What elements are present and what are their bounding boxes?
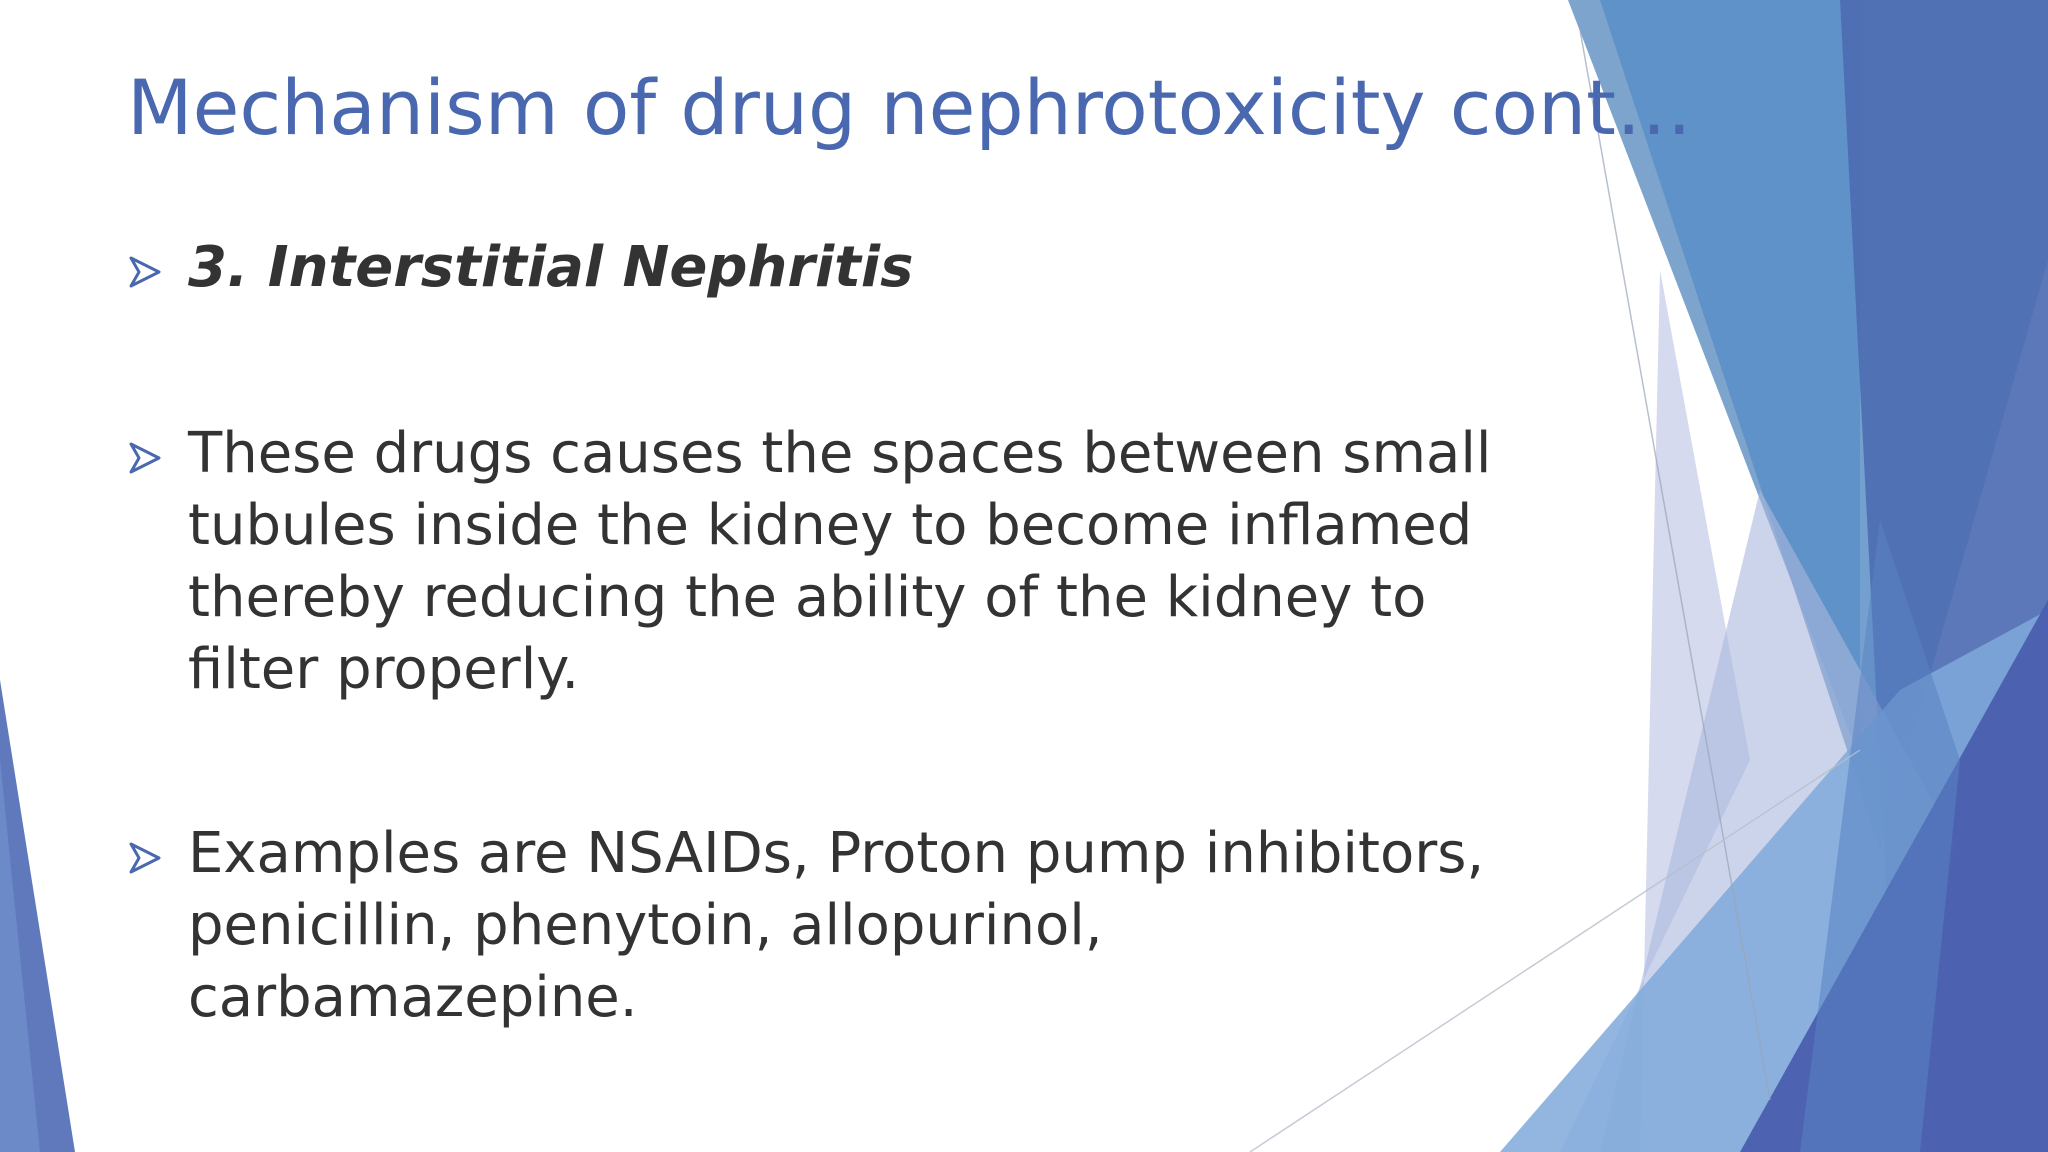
bullet-item [127,232,1567,304]
bullet-item [127,818,1567,1034]
arrowhead-bullet-icon [127,254,163,290]
bullet-text-examples: Examples are NSAIDs, Proton pump inhibitors, penicillin, phenytoin, allopurinol, carbamazepine. [188,821,1485,1030]
arrowhead-bullet-icon [127,840,163,876]
bullet-item [127,418,1567,706]
bullet-text-mechanism: These drugs causes the spaces between small tubules inside the kidney to become inflamed thereby reducing the ability of the kidney to filter properly. [188,421,1492,702]
arrowhead-bullet-icon [127,440,163,476]
bullet-heading-interstitial-nephritis: 3. Interstitial Nephritis [188,235,914,300]
slide-title: Mechanism of drug nephrotoxicity cont… [127,63,1692,152]
